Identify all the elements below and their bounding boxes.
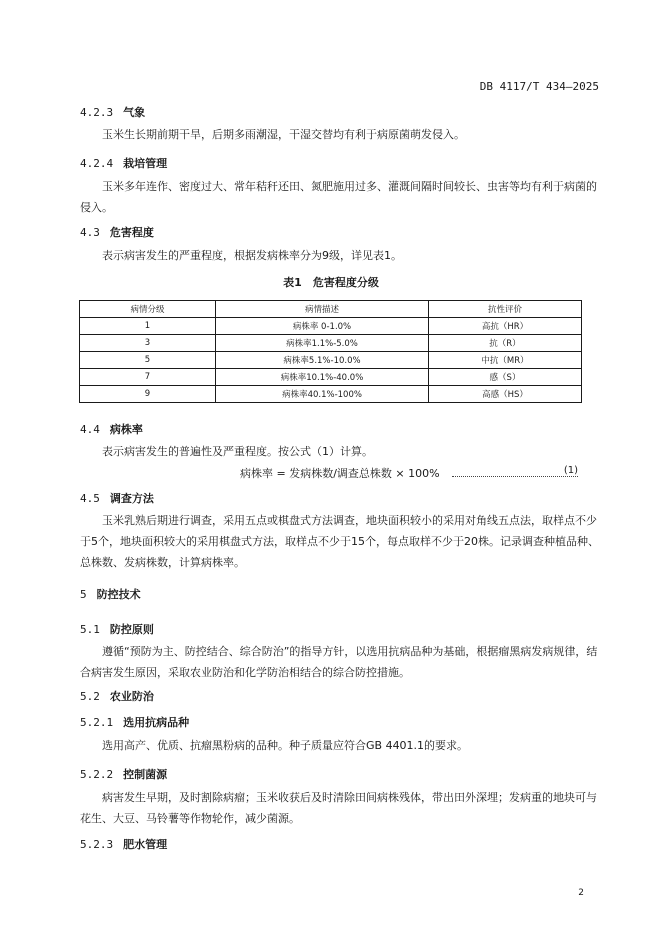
section-number: 4.3 <box>80 226 100 239</box>
section-5-2-1-heading <box>80 714 189 730</box>
standard-code: DB 4117/T 434—2025 <box>479 80 599 93</box>
section-4-2-3-text: 玉米生长期前期干旱，后期多雨潮湿，干湿交替均有利于病原菌萌发侵入。 <box>102 128 465 141</box>
section-number: 5.2.2 <box>80 768 114 781</box>
severity-grade-table <box>79 300 582 403</box>
section-title: 选用抗病品种 <box>123 716 190 729</box>
table-header-cell: 病情分级 <box>80 301 216 318</box>
table-cell: 抗（R） <box>429 335 582 352</box>
section-title: 农业防治 <box>109 690 154 703</box>
table-row <box>80 352 582 369</box>
section-5-2-3-heading <box>80 836 167 852</box>
section-title: 防控技术 <box>96 588 141 601</box>
section-4-5-text: 玉米乳熟后期进行调查，采用五点或棋盘式方法调查，地块面积较小的采用对角线五点法，取样点不少于5个，地块面积较大的采用棋盘式方法，取样点不少于15个，每点取样不少于20株。记录调查种植品种、总株数、发病株数，计算病株率。 <box>80 514 599 569</box>
section-4-4-heading <box>80 421 143 437</box>
table-cell: 7 <box>80 369 216 386</box>
section-number: 5.1 <box>80 623 100 636</box>
page-number: 2 <box>578 888 584 898</box>
section-title: 危害程度 <box>109 226 154 239</box>
table-row <box>80 369 582 386</box>
section-number: 5.2.1 <box>80 716 114 729</box>
section-5-1-text: 遵循“预防为主、防控结合、综合防治”的指导方针，以选用抗病品种为基础，根据瘤黑病发病规律，结合病害发生原因，采取农业防治和化学防治相结合的综合防控措施。 <box>80 645 598 679</box>
section-4-2-3-heading <box>80 104 145 120</box>
incidence-formula: 病株率 = 发病株数/调查总株数 × 100% <box>240 467 440 480</box>
section-number: 5 <box>80 588 87 601</box>
table-cell: 病株率5.1%-10.0% <box>216 352 429 369</box>
table-cell: 病株率40.1%-100% <box>216 386 429 403</box>
table-cell: 病株率1.1%-5.0% <box>216 335 429 352</box>
section-title: 栽培管理 <box>123 157 168 170</box>
table-header-cell: 抗性评价 <box>429 301 582 318</box>
section-4-2-4-heading <box>80 155 167 171</box>
table-cell: 9 <box>80 386 216 403</box>
section-number: 4.4 <box>80 423 100 436</box>
equation-number: (1) <box>563 465 578 476</box>
section-5-2-2-heading <box>80 766 167 782</box>
table-cell: 1 <box>80 318 216 335</box>
section-number: 4.5 <box>80 492 100 505</box>
section-number: 4.2.4 <box>80 157 114 170</box>
section-4-3-heading <box>80 224 154 240</box>
section-title: 病株率 <box>109 423 143 436</box>
section-title: 防控原则 <box>109 623 154 636</box>
table-caption: 表1 危害程度分级 <box>283 276 379 289</box>
section-5-2-1-text: 选用高产、优质、抗瘤黑粉病的品种。种子质量应符合GB 4401.1的要求。 <box>102 739 469 752</box>
section-number: 5.2 <box>80 690 100 703</box>
section-number: 5.2.3 <box>80 838 114 851</box>
table-row <box>80 335 582 352</box>
table-header-row <box>80 301 582 318</box>
section-5-2-2-text: 病害发生早期，及时割除病瘤；玉米收获后及时清除田间病株残体，带出田外深埋；发病重的地块可与花生、大豆、马铃薯等作物轮作，减少菌源。 <box>80 791 597 825</box>
section-number: 4.2.3 <box>80 106 114 119</box>
table-cell: 感（S） <box>429 369 582 386</box>
table-row <box>80 386 582 403</box>
section-title: 控制菌源 <box>123 768 168 781</box>
section-4-3-text: 表示病害发生的严重程度，根据发病株率分为9级，详见表1。 <box>102 249 402 262</box>
section-4-4-text: 表示病害发生的普遍性及严重程度。按公式（1）计算。 <box>102 445 373 458</box>
table-header-cell: 病情描述 <box>216 301 429 318</box>
section-title: 肥水管理 <box>123 838 168 851</box>
section-5-2-heading <box>80 688 154 704</box>
section-5-heading <box>80 586 141 602</box>
formula-leader-dots <box>452 466 578 477</box>
table-cell: 中抗（MR） <box>429 352 582 369</box>
table-cell: 高感（HS） <box>429 386 582 403</box>
section-4-2-4-text: 玉米多年连作、密度过大、常年秸秆还田、氮肥施用过多、灌溉间隔时间较长、虫害等均有利于病菌的侵入。 <box>80 180 597 214</box>
table-row <box>80 318 582 335</box>
section-title: 气象 <box>123 106 146 119</box>
table-cell: 5 <box>80 352 216 369</box>
table-cell: 病株率 0-1.0% <box>216 318 429 335</box>
section-title: 调查方法 <box>109 492 154 505</box>
section-5-1-heading <box>80 621 154 637</box>
table-cell: 高抗（HR） <box>429 318 582 335</box>
table-cell: 3 <box>80 335 216 352</box>
section-4-5-heading <box>80 490 154 506</box>
table-cell: 病株率10.1%-40.0% <box>216 369 429 386</box>
